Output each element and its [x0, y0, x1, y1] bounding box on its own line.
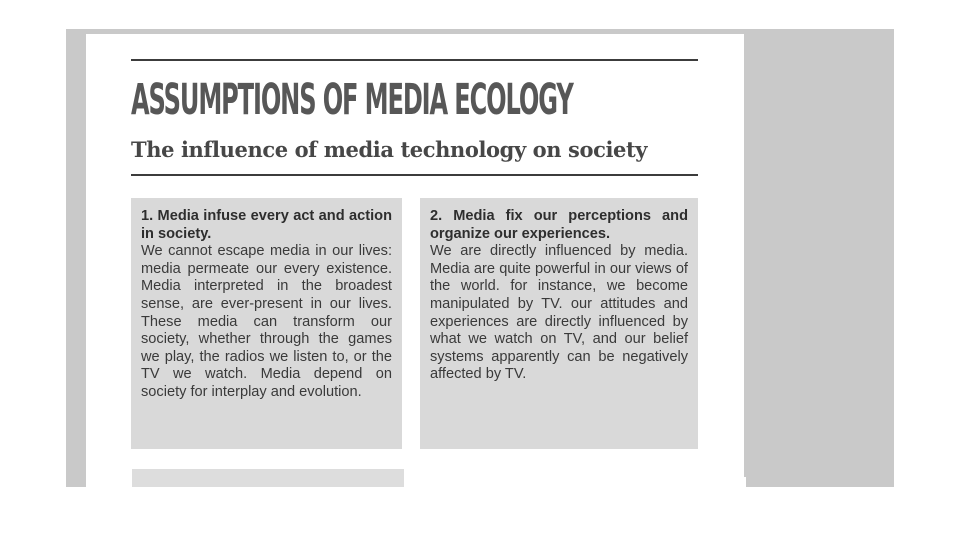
assumption-card-1 — [131, 198, 402, 449]
assumption-2-body: We are directly influenced by media. Media are quite powerful in our views of the world. for instance, we become manipulated by TV. our attitudes and experiences are directly influenced by what we watch on TV, and our belief systems apparently can be negatively affected by TV. — [430, 243, 688, 383]
assumption-2-heading: 2. Media fix our perceptions and organize our experiences. — [430, 208, 688, 242]
assumption-1-heading: 1. Media infuse every act and action in society. — [141, 208, 392, 242]
bottom-rule — [131, 174, 698, 176]
page-subtitle: The influence of media technology on society — [131, 137, 648, 162]
page-title: ASSUMPTIONS OF MEDIA ECOLOGY — [131, 75, 573, 125]
assumption-card-3-partial — [132, 469, 404, 487]
assumption-card-2 — [420, 198, 698, 449]
top-rule — [131, 59, 698, 61]
assumption-1-body: We cannot escape media in our lives: media permeate our every existence. Media interpreted in the broadest sense, are ever-present in our lives. These media can transform our society, whether through the games we play, the radios we listen to, or the TV we watch. Media depend on society for interplay and evolution. — [141, 243, 392, 400]
blank-area — [404, 477, 746, 487]
